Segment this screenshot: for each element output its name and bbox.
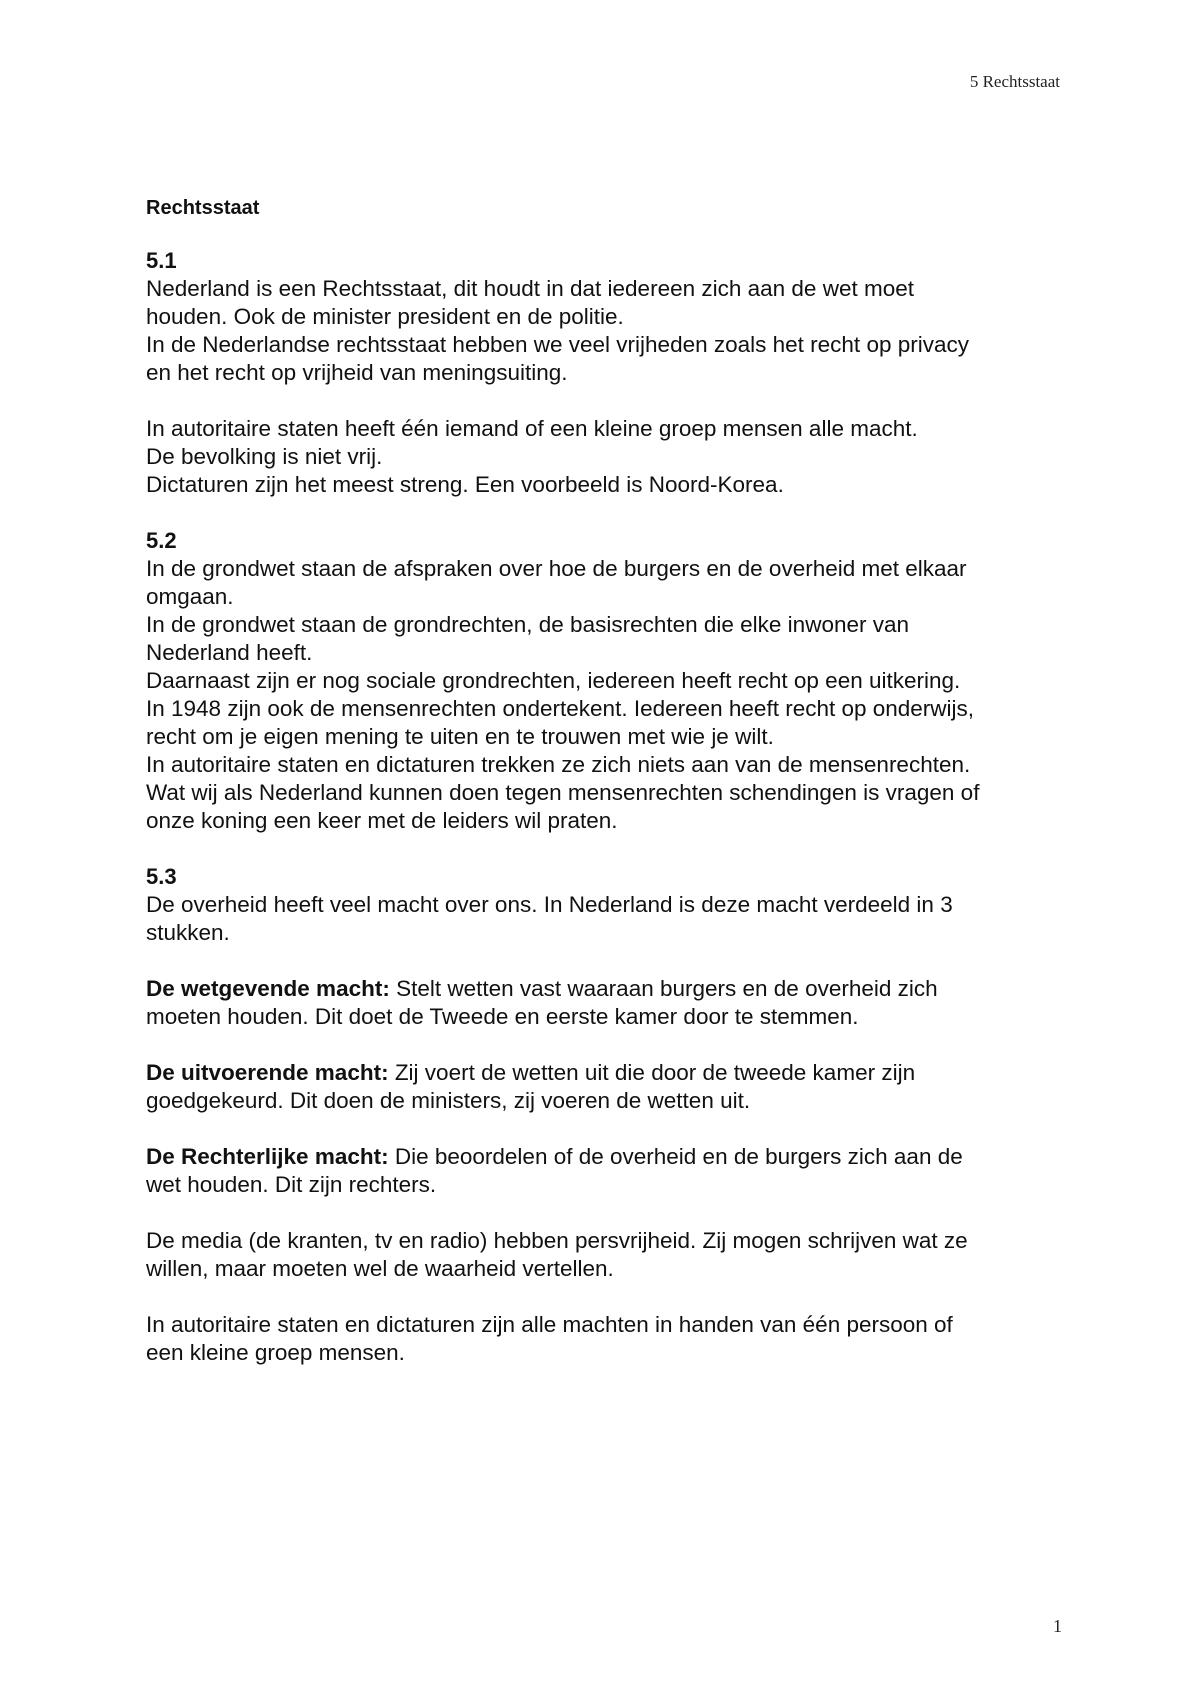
text-line	[146, 1143, 1066, 1171]
paragraph-slot	[146, 1311, 1066, 1367]
text-line: een kleine groep mensen.	[146, 1340, 405, 1365]
paragraph-gap	[146, 1199, 1066, 1227]
term-text: Stelt wetten vast waaraan burgers en de overheid zich	[389, 976, 938, 1001]
text-line: moeten houden. Dit doet de Tweede en eerste kamer door te stemmen.	[146, 1004, 859, 1029]
section-heading: 5.1	[146, 248, 177, 273]
text-line: In 1948 zijn ook de mensenrechten ondertekent. Iedereen heeft recht op onderwijs,	[146, 696, 975, 721]
text-line: In autoritaire staten heeft één iemand of een kleine groep mensen alle macht.	[146, 416, 918, 441]
paragraph	[146, 891, 1066, 947]
term-text: Zij voert de wetten uit die door de tweede kamer zijn	[388, 1060, 916, 1085]
term-label: De wetgevende macht:	[146, 976, 390, 1001]
section-5-1	[146, 247, 1066, 499]
paragraph-gap	[146, 1115, 1066, 1143]
text-line: Dictaturen zijn het meest streng. Een voorbeeld is Noord-Korea.	[146, 472, 784, 497]
term-text: Die beoordelen of de overheid en de burgers zich aan de	[388, 1144, 963, 1169]
text-line	[146, 1059, 1066, 1087]
section-heading: 5.3	[146, 864, 177, 889]
paragraph-gap	[146, 1031, 1066, 1059]
section-5-3	[146, 863, 1066, 1367]
paragraph	[146, 415, 1066, 499]
paragraph	[146, 555, 1066, 835]
text-line: De overheid heeft veel macht over ons. In Nederland is deze macht verdeeld in 3	[146, 892, 953, 917]
text-line: In de grondwet staan de afspraken over hoe de burgers en de overheid met elkaar	[146, 556, 967, 581]
paragraph-uitvoerende-macht	[146, 1059, 1066, 1115]
text-line: Nederland is een Rechtsstaat, dit houdt in dat iedereen zich aan de wet moet	[146, 276, 914, 301]
paragraph-gap	[146, 947, 1066, 975]
text-line: willen, maar moeten wel de waarheid vertellen.	[146, 1256, 614, 1281]
section-heading: 5.2	[146, 528, 177, 553]
text-line: recht om je eigen mening te uiten en te trouwen met wie je wilt.	[146, 724, 774, 749]
text-line: In de Nederlandse rechtsstaat hebben we veel vrijheden zoals het recht op privacy	[146, 332, 969, 357]
text-line: goedgekeurd. Dit doen de ministers, zij voeren de wetten uit.	[146, 1088, 751, 1113]
text-line: Nederland heeft.	[146, 640, 313, 665]
text-line	[146, 975, 1066, 1003]
paragraph-gap	[146, 387, 1066, 415]
text-line: en het recht op vrijheid van meningsuiting.	[146, 360, 568, 385]
text-line: omgaan.	[146, 584, 234, 609]
running-header: 5 Rechtsstaat	[969, 72, 1060, 91]
paragraph-gap	[146, 1283, 1066, 1311]
term-label: De uitvoerende macht:	[146, 1060, 389, 1085]
paragraph-rechterlijke-macht	[146, 1143, 1066, 1199]
paragraph	[146, 275, 1066, 387]
text-line: In de grondwet staan de grondrechten, de basisrechten die elke inwoner van	[146, 612, 910, 637]
page-number: 1	[1053, 1616, 1062, 1636]
text-line: De bevolking is niet vrij.	[146, 444, 383, 469]
section-5-2	[146, 527, 1066, 835]
text-line: Daarnaast zijn er nog sociale grondrechten, iedereen heeft recht op een uitkering.	[146, 668, 961, 693]
text-line: Wat wij als Nederland kunnen doen tegen mensenrechten schendingen is vragen of	[146, 780, 980, 805]
document-body	[146, 195, 1066, 1395]
text-line: wet houden. Dit zijn rechters.	[146, 1172, 437, 1197]
text-line: houden. Ook de minister president en de politie.	[146, 304, 624, 329]
document-title: Rechtsstaat	[146, 197, 260, 219]
text-line: onze koning een keer met de leiders wil praten.	[146, 808, 618, 833]
paragraph-wetgevende-macht	[146, 975, 1066, 1031]
term-label: De Rechterlijke macht:	[146, 1144, 389, 1169]
text-line: De media (de kranten, tv en radio) hebben persvrijheid. Zij mogen schrijven wat ze	[146, 1228, 968, 1253]
text-line: In autoritaire staten en dictaturen trekken ze zich niets aan van de mensenrechten.	[146, 752, 971, 777]
text-line: stukken.	[146, 920, 230, 945]
paragraph-media	[146, 1227, 1066, 1283]
text-line: In autoritaire staten en dictaturen zijn alle machten in handen van één persoon of	[146, 1312, 953, 1337]
